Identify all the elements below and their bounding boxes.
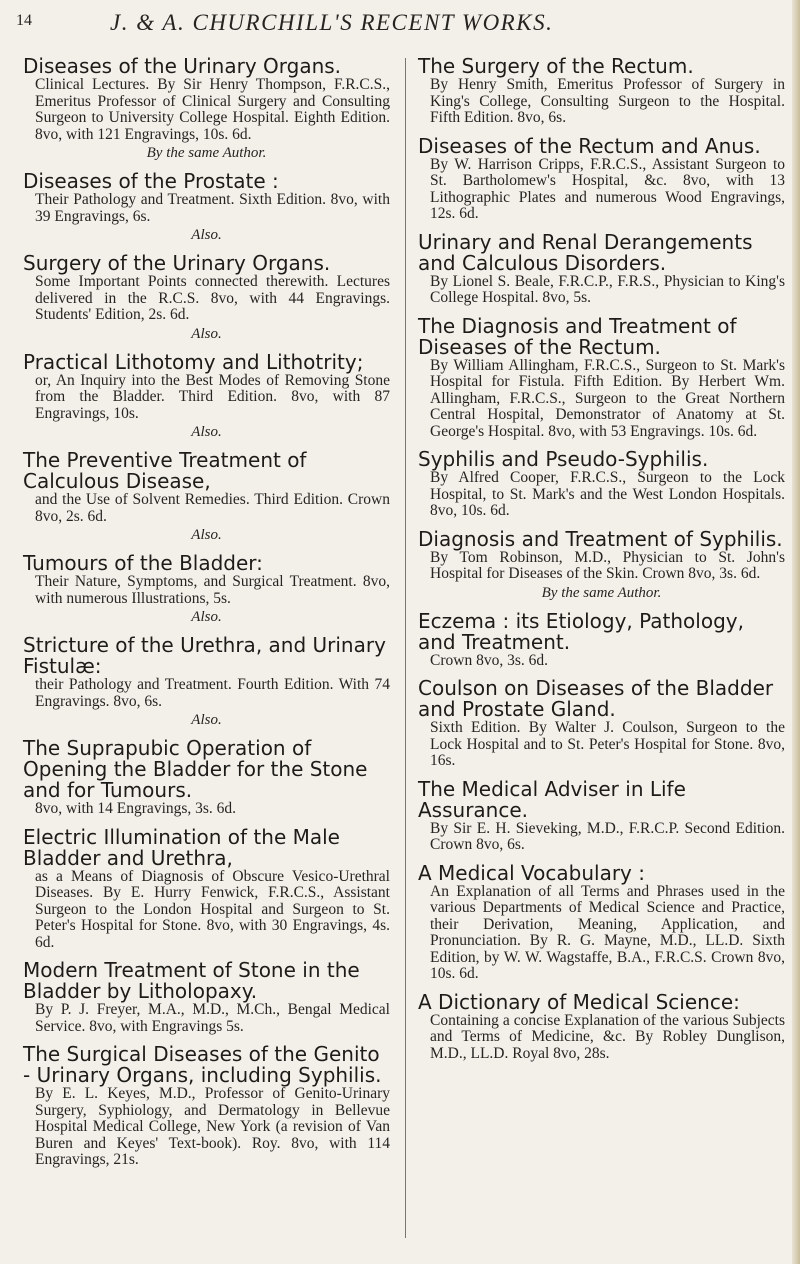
book-title: Modern Treatment of Stone in the Bladder by Litholopaxy. (23, 958, 360, 1003)
book-entry (418, 449, 785, 520)
book-description: By Henry Smith, Emeritus Professor of Surgery in King's College, Consulting Surgeon to the Hospital. Fifth Edition. 8vo, 6s. (430, 76, 785, 126)
book-description: By Sir E. H. Sieveking, M.D., F.R.C.P. Second Edition. Crown 8vo, 6s. (430, 819, 785, 853)
book-entry (23, 635, 390, 729)
book-description: By Lionel S. Beale, F.R.C.P., F.R.S., Physician to King's College Hospital. 8vo, 5s. (430, 272, 785, 306)
book-entry (418, 989, 785, 1063)
book-description: or, An Inquiry into the Best Modes of Removing Stone from the Bladder. Third Edition. 8vo, with 87 Engravings, 10s. (35, 371, 390, 422)
book-title: Diagnosis and Treatment of Syphilis. (418, 526, 783, 551)
book-description: Sixth Edition. By Walter J. Coulson, Surgeon to the Lock Hospital and to St. Peter's Hospital for Stone. 8vo, 16s. (430, 719, 785, 769)
book-title: Diseases of the Prostate : (23, 169, 279, 193)
book-entry (23, 738, 390, 818)
book-description: their Pathology and Treatment. Fourth Edition. With 74 Engravings. 8vo, 6s. (35, 676, 390, 710)
left-column (23, 56, 390, 1178)
book-title: Surgery of the Urinary Organs. (23, 251, 331, 275)
book-title: The Suprapubic Operation of Opening the Bladder for the Stone and for Tumours. (23, 736, 368, 802)
book-entry (418, 313, 785, 441)
book-description: Some Important Points connected therewith. Lectures delivered in the R.C.S. 8vo, with 44 Engravings. Students' Edition, 2s. 6d. (35, 273, 390, 323)
running-head: J. & A. CHURCHILL'S RECENT WORKS. (110, 10, 554, 35)
also-note: Also. (191, 325, 222, 342)
book-description: By Tom Robinson, M.D., Physician to St. John's Hospital for Diseases of the Skin. Crown 8vo, 3s. 6d. (430, 548, 785, 582)
book-entry (418, 133, 785, 223)
book-entry (418, 526, 785, 602)
book-title: The Diagnosis and Treatment of Diseases of the Rectum. (418, 313, 737, 359)
book-title: Eczema : its Etiology, Pathology, and Treatment. (418, 608, 744, 654)
book-title: A Dictionary of Medical Science: (418, 989, 740, 1014)
book-entry (23, 553, 390, 626)
book-entry (23, 349, 390, 442)
right-column (418, 56, 785, 1071)
book-title: A Medical Vocabulary : (418, 860, 645, 885)
book-description: Crown 8vo, 3s. 6d. (430, 651, 548, 669)
column-divider (405, 58, 406, 1238)
book-entry (23, 450, 390, 544)
book-description: and the Use of Solvent Remedies. Third Edition. Crown 8vo, 2s. 6d. (35, 491, 390, 525)
book-title: The Surgical Diseases of the Genito - Urinary Organs, including Syphilis. (23, 1042, 382, 1087)
book-title: The Medical Adviser in Life Assurance. (418, 776, 686, 822)
book-description: 8vo, with 14 Engravings, 3s. 6d. (35, 800, 237, 817)
book-entry (418, 860, 785, 983)
book-description: By E. L. Keyes, M.D., Professor of Genito-Urinary Surgery, Syphiology, and Dermatology in Bellevue Hospital Medical College, New York (a revision of Van Buren and Keyes' Text-book). Roy. 8vo, with 114 Engravings, 21s. (35, 1085, 390, 1168)
book-title: Diseases of the Urinary Organs. (23, 54, 342, 78)
page-number: 14 (16, 12, 32, 29)
book-title: Practical Lithotomy and Lithotrity; (23, 349, 364, 374)
book-title: Electric Illumination of the Male Bladder and Urethra, (23, 824, 340, 870)
book-description: By Alfred Cooper, F.R.C.S., Surgeon to the Lock Hospital, to St. Mark's and the West London Hospitals. 8vo, 10s. 6d. (430, 469, 785, 519)
book-title: Tumours of the Bladder: (23, 551, 263, 575)
also-note: Also. (191, 712, 222, 728)
same-author-note: By the same Author. (541, 584, 662, 601)
book-entry (418, 608, 785, 670)
book-entry (23, 824, 390, 952)
book-entry (418, 776, 785, 854)
also-note: Also. (191, 527, 222, 543)
book-entry (418, 678, 785, 770)
also-note: Also. (191, 424, 222, 440)
book-entry (418, 229, 785, 307)
book-entry (23, 1044, 390, 1169)
book-entry (23, 253, 390, 343)
book-description: as a Means of Diagnosis of Obscure Vesico-Urethral Diseases. By E. Hurry Fenwick, F.R.C.S., Assistant Surgeon to the London Hospital and Surgeon to St. Peter's Hospital for Stone. 8vo, with 30 Engravings, 4s. 6d. (35, 867, 390, 951)
book-entry (23, 171, 390, 244)
book-description: By P. J. Freyer, M.A., M.D., M.Ch., Bengal Medical Service. 8vo, with Engravings 5s. (35, 1001, 390, 1035)
book-description: Their Pathology and Treatment. Sixth Edition. 8vo, with 39 Engravings, 6s. (35, 191, 390, 225)
book-title: Diseases of the Rectum and Anus. (418, 133, 761, 158)
same-author-note: By the same Author. (146, 145, 267, 161)
book-title: The Preventive Treatment of Calculous Disease, (23, 448, 307, 493)
page-header (0, 10, 800, 50)
book-entry (23, 960, 390, 1035)
also-note: Also. (191, 609, 222, 625)
book-description: By W. Harrison Cripps, F.R.C.S., Assistant Surgeon to St. Bartholomew's Hospital, &c. 8vo, with 13 Lithographic Plates and numerous Wood Engravings, 12s. 6d. (430, 155, 785, 222)
book-title: Coulson on Diseases of the Bladder and Prostate Gland. (418, 676, 774, 721)
book-entry (23, 56, 390, 162)
book-description: Containing a concise Explanation of the various Subjects and Terms of Medicine, &c. By Robley Dunglison, M.D., LL.D. Royal 8vo, 28s. (430, 1011, 785, 1062)
book-title: Urinary and Renal Derangements and Calculous Disorders. (418, 229, 753, 275)
book-title: Syphilis and Pseudo-Syphilis. (418, 447, 709, 471)
book-description: Clinical Lectures. By Sir Henry Thompson, F.R.C.S., Emeritus Professor of Clinical Surgery and Consulting Surgeon to University College Hospital. Eighth Edition. 8vo, with 121 Engravings, 10s. 6d. (35, 76, 390, 143)
book-title: The Surgery of the Rectum. (418, 54, 694, 78)
book-description: By William Allingham, F.R.C.S., Surgeon to St. Mark's Hospital for Fistula. Fifth Edition. By Herbert Wm. Allingham, F.R.C.S., Surgeon to the Great Northern Central Hospital, Demonstrator of Anatomy at St. George's Hospital. 8vo, with 53 Engravings. 10s. 6d. (430, 356, 785, 440)
book-entry (418, 56, 785, 127)
book-description: Their Nature, Symptoms, and Surgical Treatment. 8vo, with numerous Illustrations, 5s. (35, 573, 390, 607)
book-title: Stricture of the Urethra, and Urinary Fistulæ: (23, 633, 386, 678)
book-description: An Explanation of all Terms and Phrases used in the various Departments of Medical Science and Practice, their Derivation, Meaning, Application, and Pronunciation. By R. G. Mayne, M.D., LL.D. Sixth Edition, by W. W. Wagstaffe, B.A., F.R.C.S. Crown 8vo, 10s. 6d. (430, 882, 785, 982)
page-edge (792, 0, 800, 1264)
also-note: Also. (191, 227, 222, 243)
